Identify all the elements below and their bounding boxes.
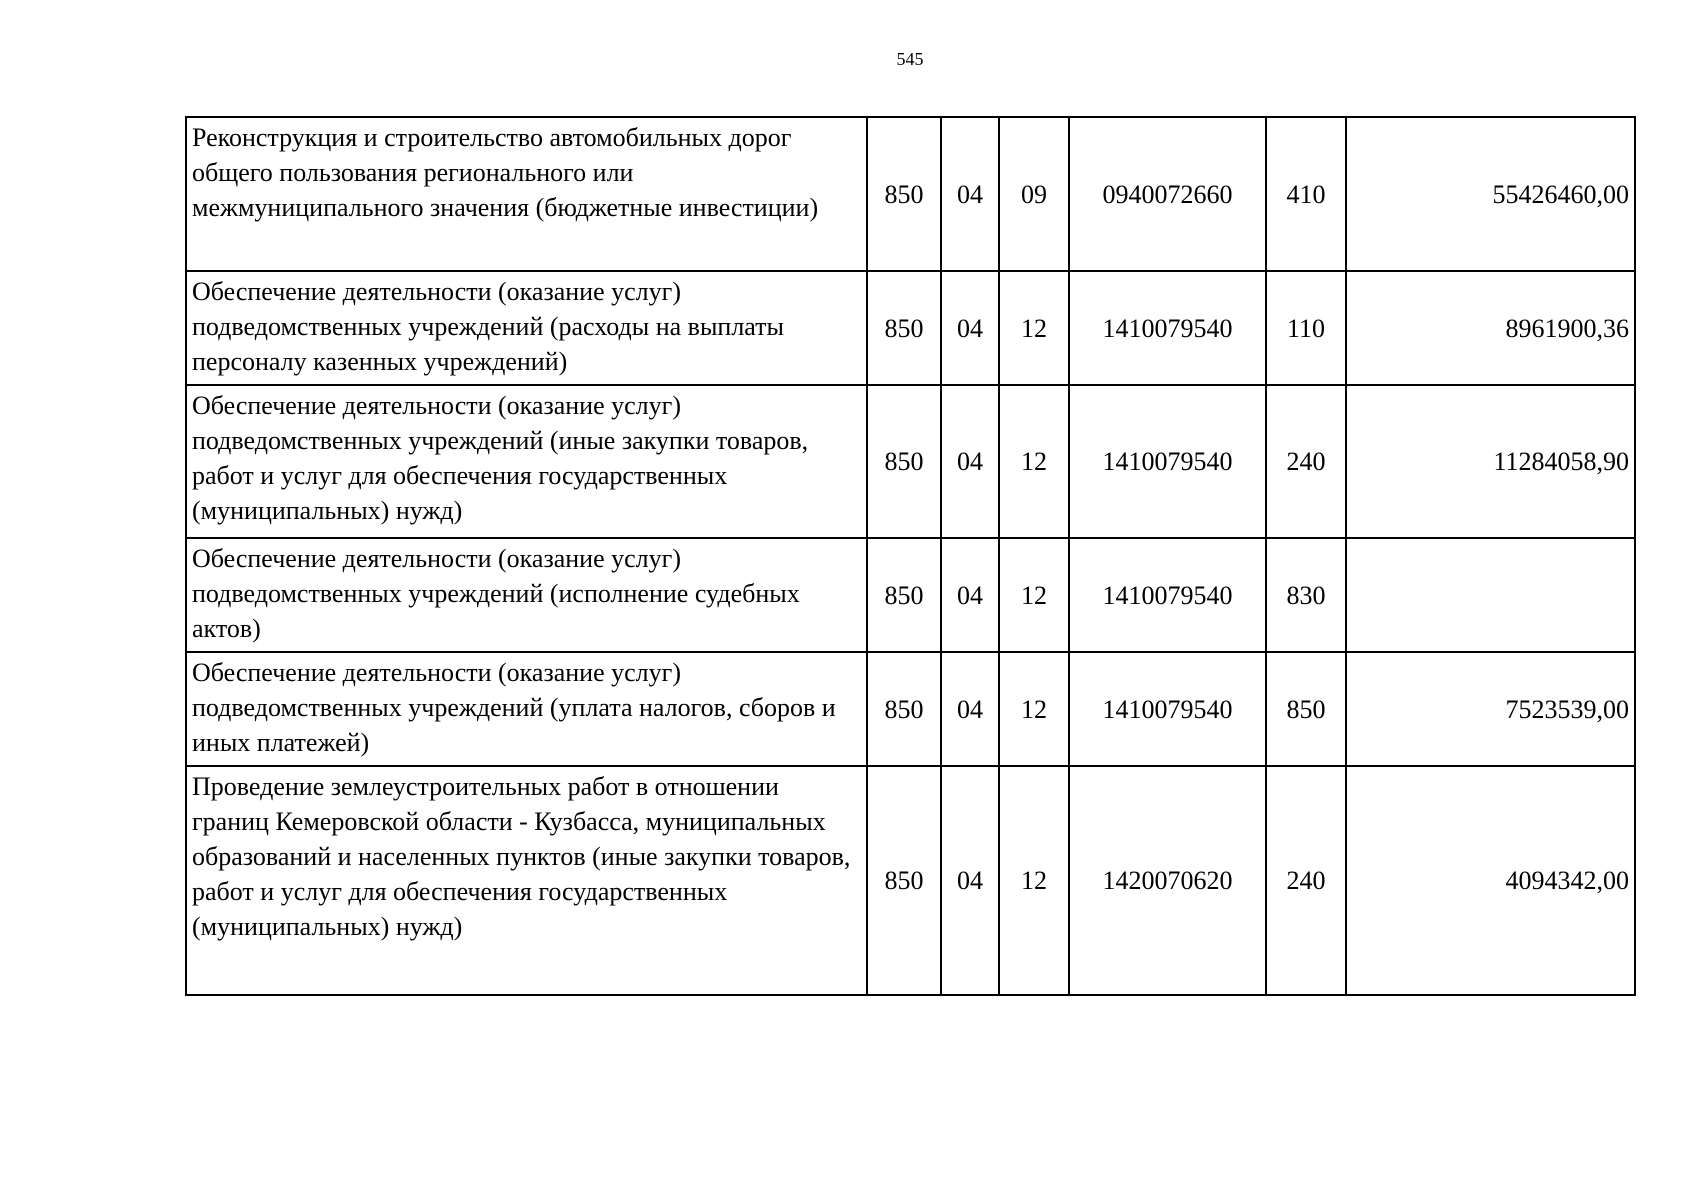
expense-type-code: 240 bbox=[1266, 385, 1346, 538]
subsection-code: 12 bbox=[999, 271, 1069, 385]
target-article-code: 1410079540 bbox=[1069, 652, 1266, 766]
ministry-code: 850 bbox=[867, 117, 941, 271]
section-code: 04 bbox=[941, 271, 999, 385]
ministry-code: 850 bbox=[867, 652, 941, 766]
subsection-code: 12 bbox=[999, 385, 1069, 538]
expense-type-code: 240 bbox=[1266, 766, 1346, 995]
table-row bbox=[186, 385, 1635, 538]
row-description: Обеспечение деятельности (оказание услуг) подведомственных учреждений (уплата налогов, сборов и иных платежей) bbox=[186, 652, 867, 766]
target-article-code: 1410079540 bbox=[1069, 538, 1266, 652]
row-description: Обеспечение деятельности (оказание услуг) подведомственных учреждений (иные закупки товаров, работ и услуг для обеспечения государственных (муниципальных) нужд) bbox=[186, 385, 867, 538]
ministry-code: 850 bbox=[867, 538, 941, 652]
ministry-code: 850 bbox=[867, 385, 941, 538]
amount-value bbox=[1346, 538, 1635, 652]
subsection-code: 09 bbox=[999, 117, 1069, 271]
amount-value: 4094342,00 bbox=[1346, 766, 1635, 995]
table-row bbox=[186, 538, 1635, 652]
amount-value: 8961900,36 bbox=[1346, 271, 1635, 385]
section-code: 04 bbox=[941, 117, 999, 271]
ministry-code: 850 bbox=[867, 766, 941, 995]
target-article-code: 1410079540 bbox=[1069, 385, 1266, 538]
section-code: 04 bbox=[941, 385, 999, 538]
section-code: 04 bbox=[941, 652, 999, 766]
table-row bbox=[186, 766, 1635, 995]
expense-type-code: 850 bbox=[1266, 652, 1346, 766]
target-article-code: 1410079540 bbox=[1069, 271, 1266, 385]
subsection-code: 12 bbox=[999, 538, 1069, 652]
target-article-code: 1420070620 bbox=[1069, 766, 1266, 995]
table-row bbox=[186, 652, 1635, 766]
row-description: Реконструкция и строительство автомобильных дорог общего пользования регионального или межмуниципального значения (бюджетные инвестиции) bbox=[186, 117, 867, 271]
page-number: 545 bbox=[896, 49, 924, 69]
amount-value: 55426460,00 bbox=[1346, 117, 1635, 271]
amount-value: 7523539,00 bbox=[1346, 652, 1635, 766]
row-description: Проведение землеустроительных работ в отношении границ Кемеровской области - Кузбасса, муниципальных образований и населенных пунктов (иные закупки товаров, работ и услуг для обеспечения государственных (муниципальных) нужд) bbox=[186, 766, 867, 995]
target-article-code: 0940072660 bbox=[1069, 117, 1266, 271]
table-row bbox=[186, 271, 1635, 385]
expense-type-code: 830 bbox=[1266, 538, 1346, 652]
amount-value: 11284058,90 bbox=[1346, 385, 1635, 538]
row-description: Обеспечение деятельности (оказание услуг) подведомственных учреждений (исполнение судебных актов) bbox=[186, 538, 867, 652]
section-code: 04 bbox=[941, 538, 999, 652]
subsection-code: 12 bbox=[999, 766, 1069, 995]
row-description: Обеспечение деятельности (оказание услуг) подведомственных учреждений (расходы на выплаты персоналу казенных учреждений) bbox=[186, 271, 867, 385]
ministry-code: 850 bbox=[867, 271, 941, 385]
table-row bbox=[186, 117, 1635, 271]
subsection-code: 12 bbox=[999, 652, 1069, 766]
expense-type-code: 410 bbox=[1266, 117, 1346, 271]
budget-table bbox=[185, 116, 1636, 996]
section-code: 04 bbox=[941, 766, 999, 995]
expense-type-code: 110 bbox=[1266, 271, 1346, 385]
